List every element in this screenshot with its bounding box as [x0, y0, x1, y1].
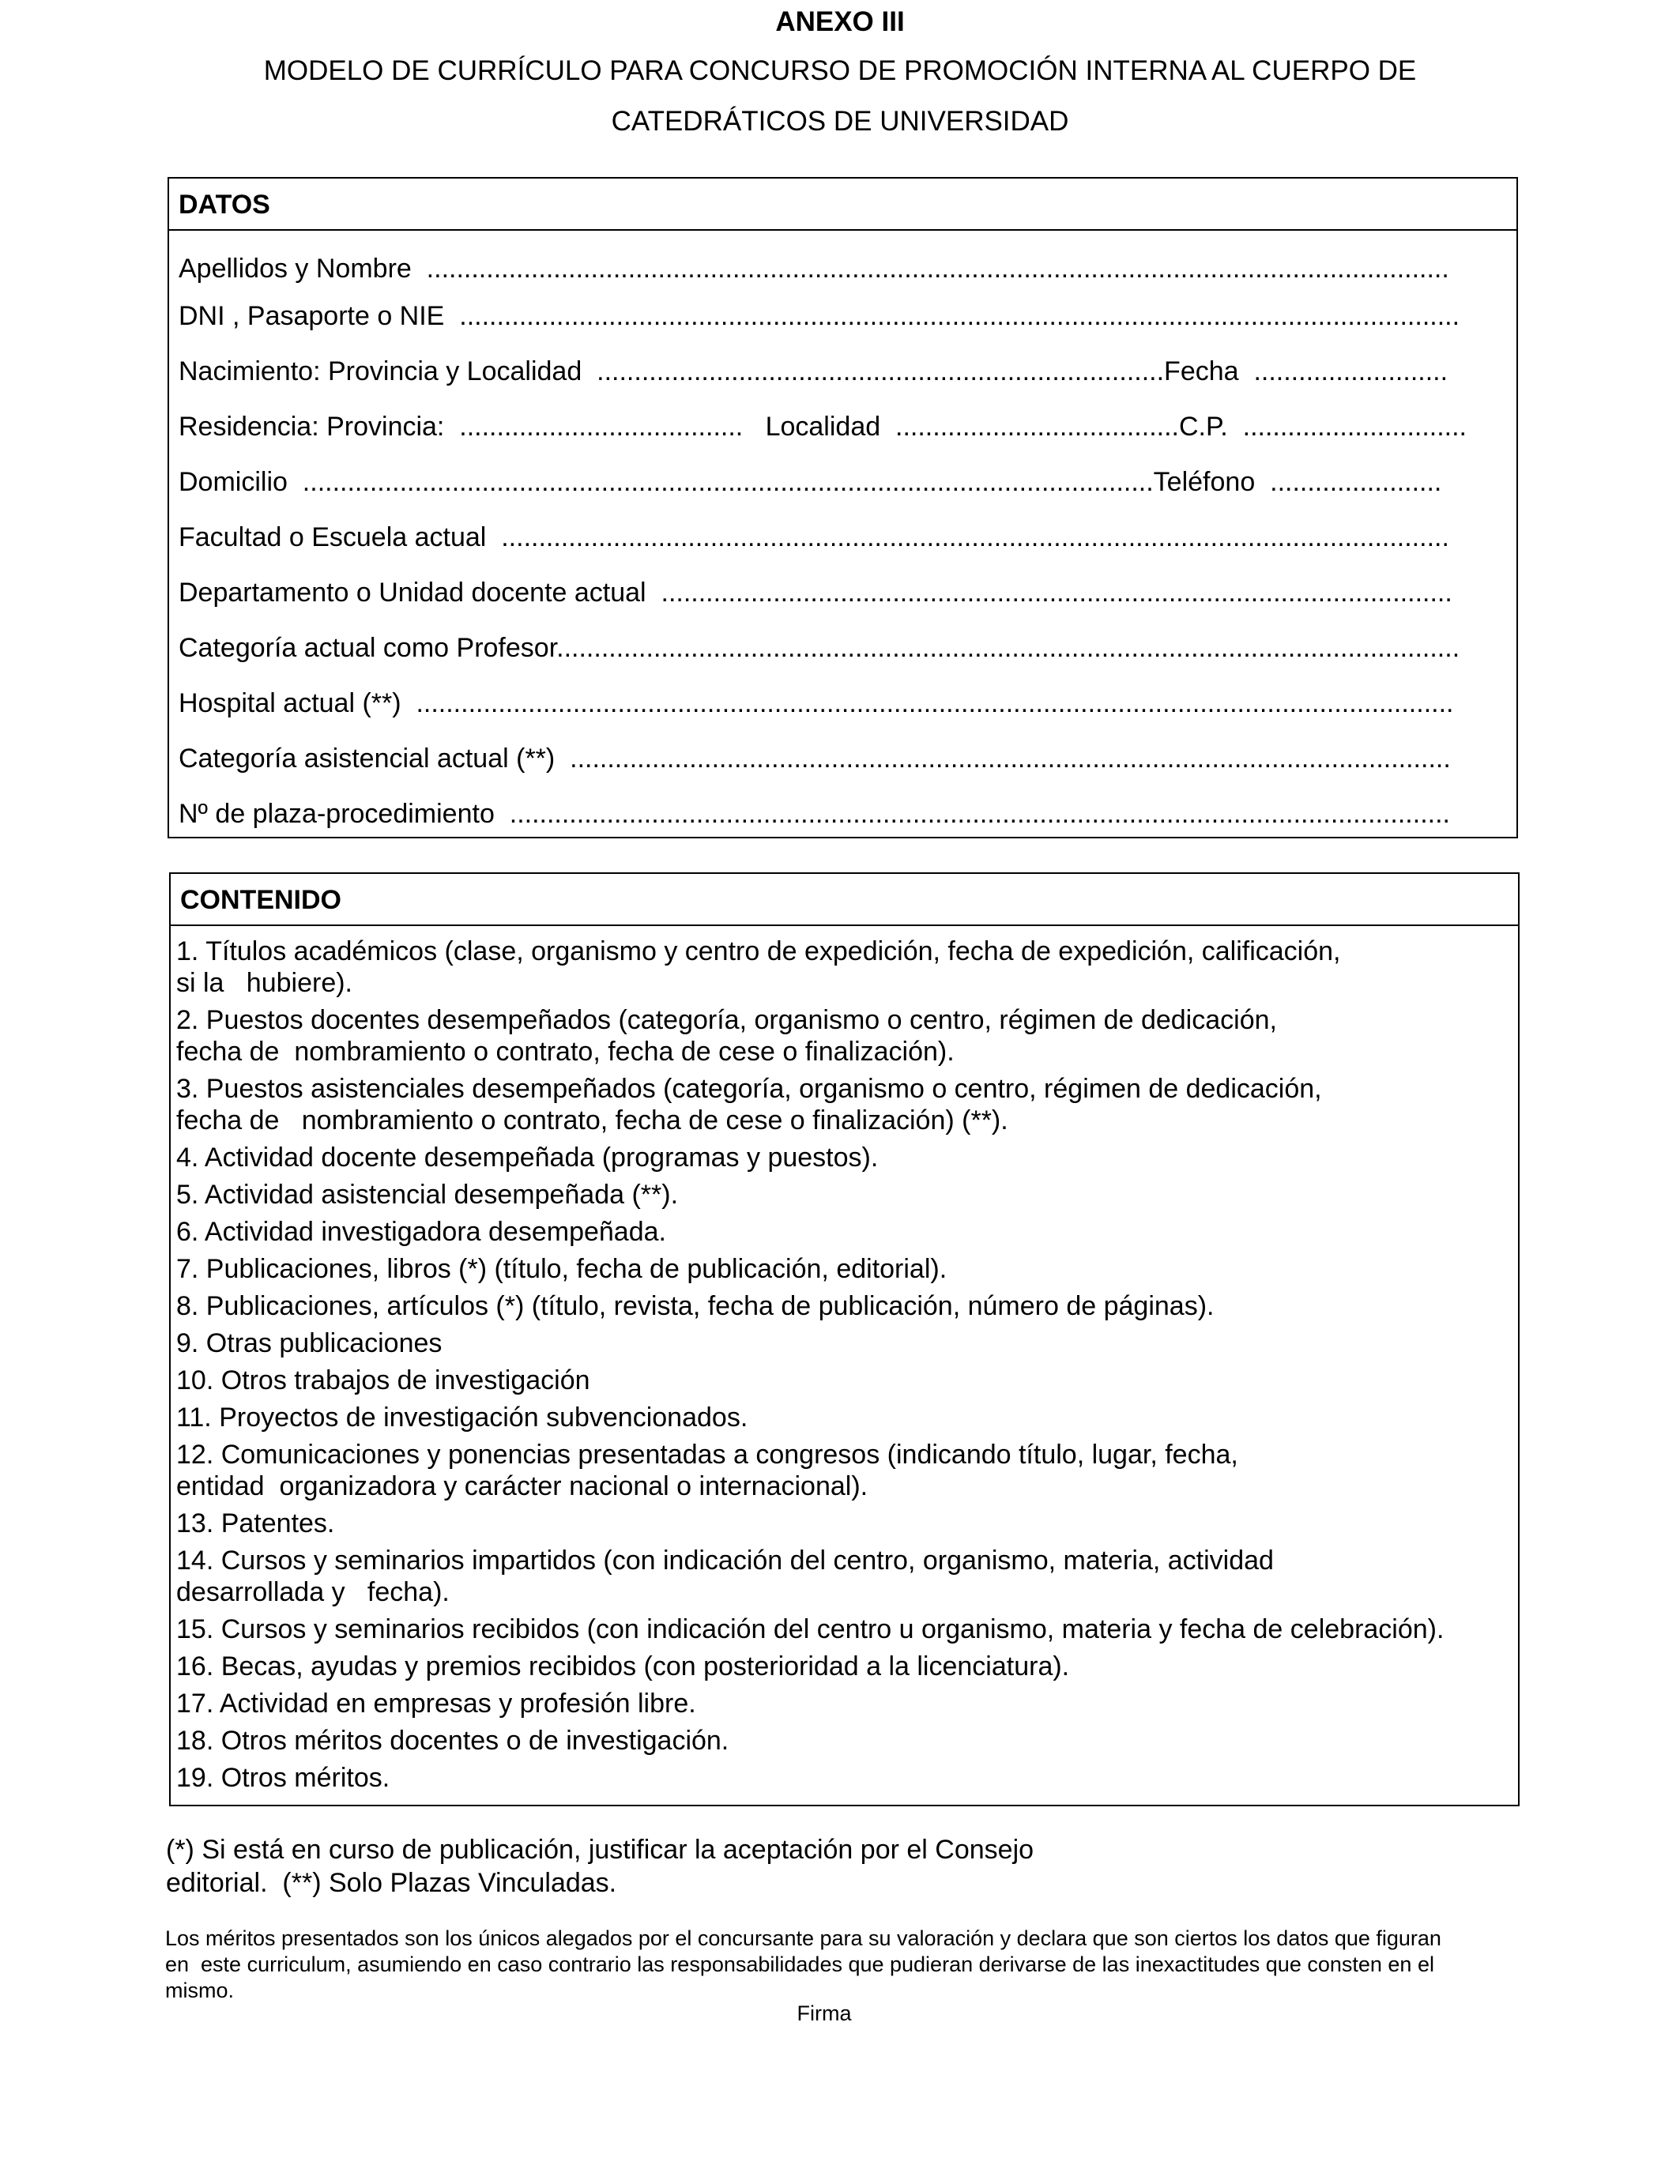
- field-categoria-profesor: Categoría actual como Profesor.........................................................................................................................: [179, 633, 1460, 663]
- declaration-text: Los méritos presentados son los únicos alegados por el concursante para su valoración y declara que son ciertos los datos que figuran en este curriculum, asumiendo en caso contrario las responsabilidades que pudieran derivarse de las inexactitudes que consten en el mismo.: [165, 1926, 1441, 2002]
- list-item: 17. Actividad en empresas y profesión libre.: [176, 1689, 696, 1719]
- list-item: 1. Títulos académicos (clase, organismo y centro de expedición, fecha de expedición, calificación, si la hubiere).: [176, 936, 1341, 998]
- list-item: 2. Puestos docentes desempeñados (categoría, organismo o centro, régimen de dedicación, fecha de nombramiento o contrato, fecha de cese o finalización).: [176, 1005, 1277, 1067]
- field-departamento: Departamento o Unidad docente actual ..........................................................................................................: [179, 578, 1452, 608]
- list-item: 7. Publicaciones, libros (*) (título, fecha de publicación, editorial).: [176, 1254, 947, 1284]
- list-item: 18. Otros méritos docentes o de investigación.: [176, 1726, 729, 1756]
- list-item: 13. Patentes.: [176, 1508, 335, 1538]
- list-item: 19. Otros méritos.: [176, 1763, 390, 1793]
- field-hospital: Hospital actual (**) ...........................................................................................................................................: [179, 688, 1454, 718]
- document-title-line-2: CATEDRÁTICOS DE UNIVERSIDAD: [611, 106, 1069, 137]
- field-categoria-asistencial: Categoría asistencial actual (**) ......................................................................................................................: [179, 744, 1451, 774]
- list-item: 8. Publicaciones, artículos (*) (título, revista, fecha de publicación, número de páginas).: [176, 1291, 1215, 1321]
- field-facultad: Facultad o Escuela actual ...............................................................................................................................: [179, 522, 1449, 552]
- list-item: 15. Cursos y seminarios recibidos (con indicación del centro u organismo, materia y fecha de celebración).: [176, 1614, 1445, 1644]
- field-domicilio: Domicilio ..................................................................................................................Teléfono .......................: [179, 467, 1442, 497]
- field-residencia: Residencia: Provincia: ...................................... Localidad ......................................C.P. ..............................: [179, 412, 1467, 442]
- list-item: 9. Otras publicaciones: [176, 1328, 443, 1358]
- list-item: 3. Puestos asistenciales desempeñados (categoría, organismo o centro, régimen de dedicación, fecha de nombramiento o contrato, fecha de cese o finalización) (**).: [176, 1074, 1322, 1135]
- list-item: 11. Proyectos de investigación subvencionados.: [176, 1403, 748, 1433]
- document-title-line-1: MODELO DE CURRÍCULO PARA CONCURSO DE PROMOCIÓN INTERNA AL CUERPO DE: [263, 55, 1417, 86]
- datos-heading: DATOS: [169, 179, 1516, 231]
- field-plaza-procedimiento: Nº de plaza-procedimiento ..............................................................................................................................: [179, 799, 1450, 829]
- list-item: 16. Becas, ayudas y premios recibidos (con posterioridad a la licenciatura).: [176, 1651, 1070, 1681]
- list-item: 4. Actividad docente desempeñada (programas y puestos).: [176, 1143, 879, 1173]
- list-item: 14. Cursos y seminarios impartidos (con indicación del centro, organismo, materia, actividad desarrollada y fecha).: [176, 1546, 1274, 1607]
- footnote: (*) Si está en curso de publicación, justificar la aceptación por el Consejo editorial. (**) Solo Plazas Vinculadas.: [166, 1835, 1034, 1898]
- contenido-list: [176, 936, 1502, 1799]
- field-nacimiento: Nacimiento: Provincia y Localidad ............................................................................Fecha ..........................: [179, 356, 1448, 386]
- signature-label: Firma: [797, 2001, 852, 2025]
- list-item: 5. Actividad asistencial desempeñada (**).: [176, 1180, 679, 1210]
- list-item: 12. Comunicaciones y ponencias presentadas a congresos (indicando título, lugar, fecha, entidad organizadora y carácter nacional o internacional).: [176, 1440, 1238, 1501]
- field-dni: DNI , Pasaporte o NIE ......................................................................................................................................: [179, 301, 1460, 331]
- field-apellidos-nombre: Apellidos y Nombre .........................................................................................................................................: [179, 254, 1449, 284]
- contenido-heading: CONTENIDO: [171, 874, 1518, 926]
- contenido-section: [169, 872, 1520, 1806]
- annex-title: ANEXO III: [775, 6, 905, 37]
- list-item: 6. Actividad investigadora desempeñada.: [176, 1217, 666, 1247]
- list-item: 10. Otros trabajos de investigación: [176, 1365, 590, 1395]
- datos-section: [168, 177, 1518, 838]
